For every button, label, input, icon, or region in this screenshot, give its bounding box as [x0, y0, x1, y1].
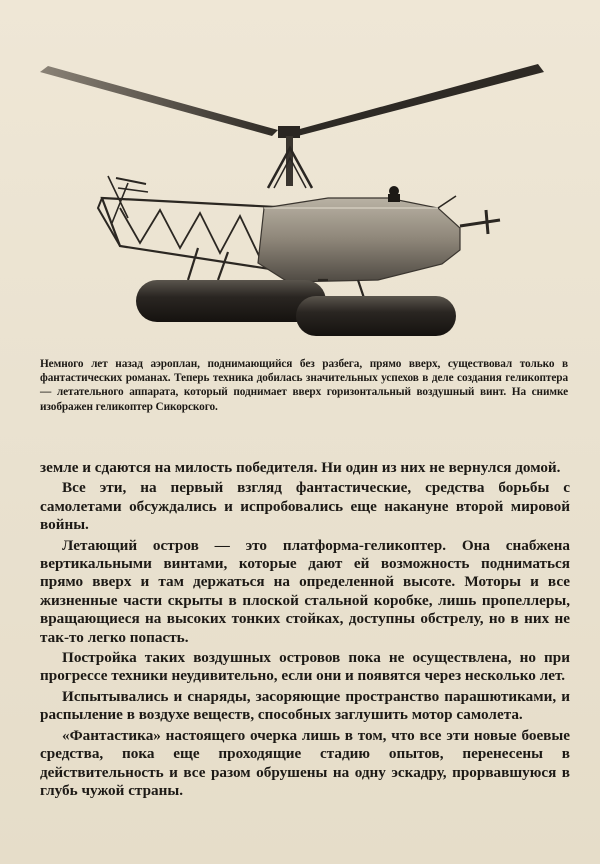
- float-right: [296, 296, 456, 336]
- paragraph: земле и сдаются на милость победителя. Ни один из них не вернулся домой.: [40, 459, 561, 476]
- paragraph: Летающий остров — это платформа-геликоптер. Она снабжена вертикальными винтами, которые дают ей возможность подниматься прямо вверх и там держаться на определенной высоте. Моторы и все жизненные части скрыты в плоской стальной коробке, лишь пропеллеры, вращающиеся на высоких тонких стойках, доступны обстрелу, но в них не так-то легко попасть.: [40, 536, 570, 646]
- paragraph: Испытывались и снаряды, засоряющие пространство парашютиками, и распыление в воздухе веществ, способных заглушить мотор самолета.: [40, 687, 570, 724]
- helicopter-photo: [28, 58, 576, 348]
- fuselage: [258, 198, 460, 282]
- photo-caption: Немного лет назад аэроплан, поднимающийся без разбега, прямо вверх, существовал только в фантастических романах. Теперь техника добилась значительных успехов в деле создания геликоптера — летательного аппарата, который поднимает вверх горизонтальный воздушный винт. На снимке изображен геликоптер Сикорского.: [40, 358, 568, 413]
- helicopter-illustration: [28, 58, 576, 348]
- paragraph: «Фантастика» настоящего очерка лишь в том, что все эти новые боевые средства, пока еще проходящие стадию опытов, перенесены в действительность и все разом обрушены на одну эскадру, прорвавшуюся в глубь чужой страны.: [40, 726, 570, 799]
- article-body: [40, 459, 570, 802]
- paragraph: Постройка таких воздушных островов пока не осуществлена, но при прогрессе техники неудивительно, если они и появятся через несколько лет.: [40, 649, 570, 685]
- rotor-blade-right: [290, 64, 544, 138]
- paragraph: Все эти, на первый взгляд фантастические, средства борьбы с самолетами обсуждались и испробовались еще накануне второй мировой войны.: [40, 479, 570, 534]
- rotor-blade-left: [40, 66, 278, 136]
